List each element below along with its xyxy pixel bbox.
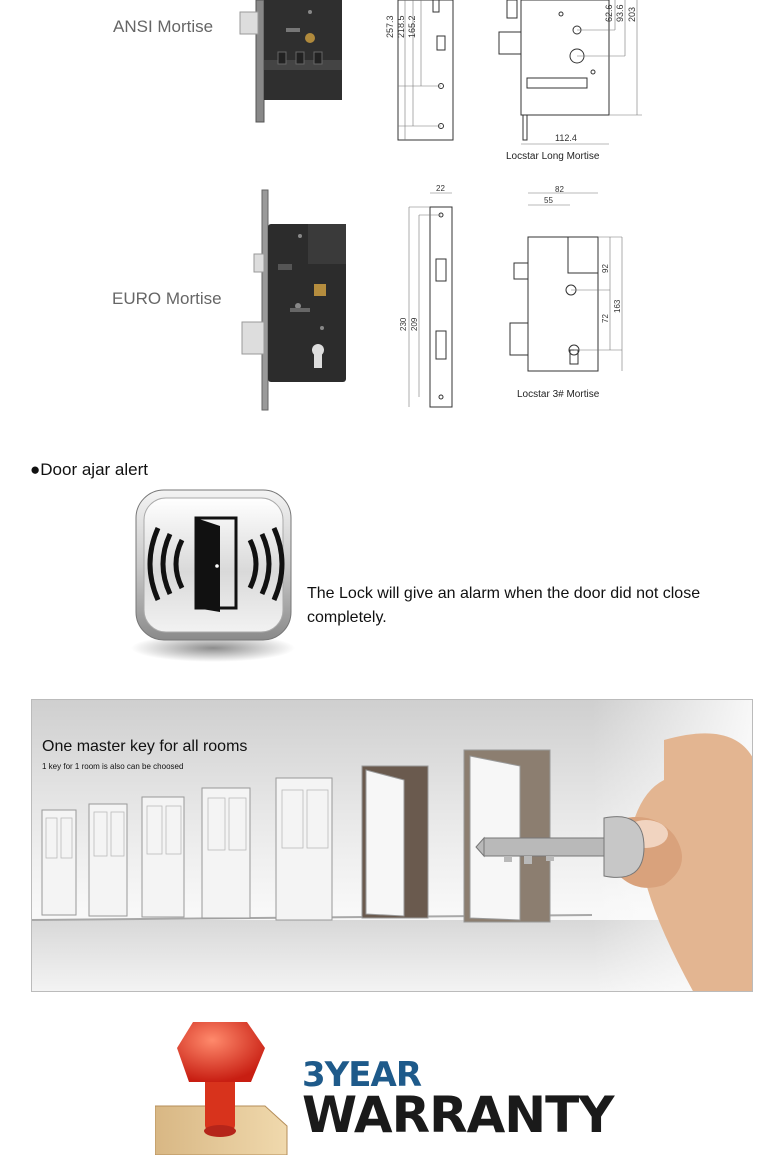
ansi-dim-r2: 93.6 [615,4,625,22]
warranty-title: WARRANTY [302,1086,614,1144]
ansi-dim-1: 257.3 [385,15,395,38]
euro-caption: Locstar 3# Mortise [517,389,600,400]
euro-dim-209: 209 [410,317,419,331]
euro-dim-72: 72 [601,314,610,323]
ansi-dim-bottom: 112.4 [555,133,577,143]
euro-mortise-label: EURO Mortise [112,289,222,308]
ansi-side-drawing [497,0,657,150]
ansi-front-drawing [383,0,463,145]
euro-dim-230: 230 [399,317,408,331]
master-key-banner [31,699,753,992]
ansi-mortise-label: ANSI Mortise [113,17,214,36]
euro-dim-82: 82 [555,185,564,194]
ansi-mortise-photo [238,0,348,125]
ansi-dim-3: 165.2 [407,15,417,38]
euro-dim-width: 22 [436,185,445,193]
door-alarm-icon [122,488,304,668]
euro-front-drawing [395,185,460,410]
door-ajar-title: ●Door ajar alert [30,460,148,479]
master-key-icon [454,700,753,992]
ansi-caption: Locstar Long Mortise [506,151,600,162]
euro-side-drawing [508,185,633,385]
warranty-years: 3YEAR [302,1055,421,1095]
ansi-dim-r3: 203 [627,6,637,22]
stamp-icon [155,1016,295,1155]
door-ajar-description: The Lock will give an alarm when the door did not close completely. [307,585,701,626]
euro-dim-163: 163 [613,299,622,313]
master-key-subtitle: 1 key for 1 room is also can be choosed [42,762,184,771]
ansi-dim-2: 218.5 [396,15,406,38]
master-key-title: One master key for all rooms [42,738,248,755]
ansi-dim-r1: 62.6 [604,4,614,22]
euro-dim-55: 55 [544,196,553,205]
euro-dim-92: 92 [601,264,610,273]
euro-mortise-photo [238,188,353,413]
